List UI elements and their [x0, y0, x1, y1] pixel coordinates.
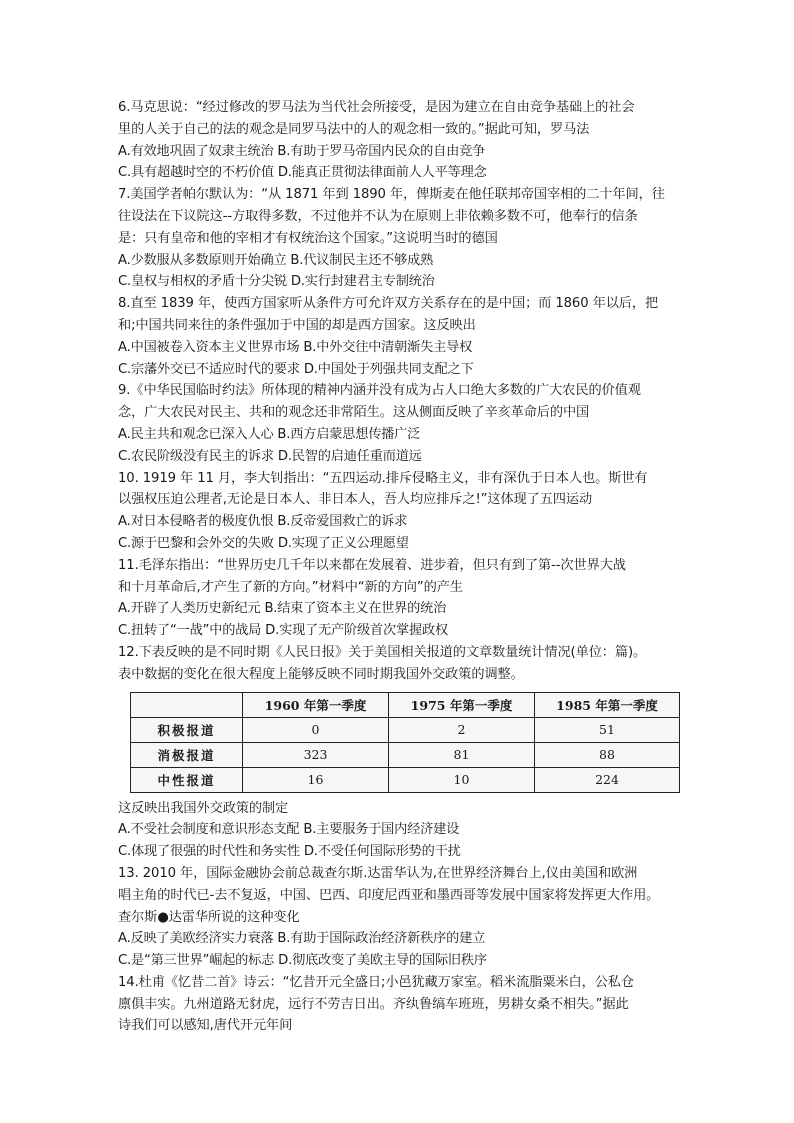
table-cell: 51 — [535, 717, 680, 742]
table-row-label: 消极报道 — [131, 742, 243, 767]
question-9-options-cd: C.农民阶级没有民主的诉求 D.民智的启迪任重而道远 — [118, 448, 422, 464]
table-cell: 0 — [243, 717, 389, 742]
question-6-stem-line: 里的人关于自己的法的观念是同罗马法中的人的观念相一致的。”据此可知，罗马法 — [118, 121, 590, 137]
question-8-options-cd: C.宗藩外交已不适应时代的要求 D.中国处于列强共同支配之下 — [118, 361, 474, 377]
report-statistics-table — [130, 692, 680, 793]
question-6-options-ab: A.有效地巩固了奴隶主统治 B.有助于罗马帝国内民众的自由竞争 — [118, 143, 486, 159]
question-14-stem-line: 廪俱丰实。九州道路无豺虎，远行不劳吉日出。齐纨鲁缟车班班，男耕女桑不相失。”据此 — [118, 996, 629, 1012]
question-13-options-cd: C.是“第三世界”崛起的标志 D.彻底改变了美欧主导的国际旧秩序 — [118, 953, 487, 969]
question-11 — [118, 555, 678, 642]
question-6 — [118, 97, 678, 184]
table-cell: 10 — [389, 767, 535, 792]
question-14 — [118, 972, 678, 1037]
table-header-cell: 1960 年第一季度 — [243, 692, 389, 717]
table-row — [131, 742, 680, 767]
table-cell: 2 — [389, 717, 535, 742]
question-12-stem-line: 12.下表反映的是不同时期《人民日报》关于美国相关报道的文章数量统计情况(单位：篇)。 — [118, 644, 647, 660]
question-12-options-cd: C.体现了很强的时代性和务实性 D.不受任何国际形势的干扰 — [118, 844, 461, 860]
question-12 — [118, 642, 678, 863]
question-12-stem-line: 表中数据的变化在很大程度上能够反映不同时期我国外交政策的调整。 — [118, 666, 524, 682]
question-7-stem-line: 7.美国学者帕尔默认为：“从 1871 年到 1890 年，俾斯麦在他任联邦帝国宰相的二十年间，往 — [118, 187, 665, 203]
table-header-cell: 1985 年第一季度 — [535, 692, 680, 717]
table-cell: 224 — [535, 767, 680, 792]
question-8 — [118, 293, 678, 380]
question-13-stem-line: 查尔斯●达雷华所说的这种变化 — [118, 909, 300, 925]
question-10 — [118, 468, 678, 555]
question-6-options-cd: C.具有超越时空的不朽价值 D.能真正贯彻法律面前人人平等理念 — [118, 165, 487, 181]
question-8-options-ab: A.中国被卷入资本主义世界市场 B.中外交往中清朝渐失主导权 — [118, 339, 473, 355]
table-row — [131, 717, 680, 742]
question-13-stem-line: 13. 2010 年，国际金融协会前总裁查尔斯.达雷华认为,在世界经济舞台上,仪由美国和欧洲 — [118, 865, 638, 881]
question-11-stem-line: 和十月革命后,才产生了新的方向。”材料中“新的方向”的产生 — [118, 579, 463, 595]
question-11-options-cd: C.扭转了“一战”中的战局 D.实现了无产阶级首次掌握政权 — [118, 623, 448, 639]
question-7 — [118, 184, 678, 293]
question-10-stem-line: 以强权压迫公理者,无论是日本人、非日本人，吾人均应排斥之!”这体现了五四运动 — [118, 492, 593, 508]
question-9-stem-line: 9.《中华民国临时约法》所体现的精神内涵并没有成为占人口绝大多数的广大农民的价值观 — [118, 383, 641, 399]
question-12-options-ab: A.不受社会制度和意识形态支配 B.主要服务于国内经济建设 — [118, 822, 460, 838]
question-8-stem-line: 和;中国共同来往的条件强加于中国的却是西方国家。这反映出 — [118, 317, 476, 333]
question-10-stem-line: 10. 1919 年 11 月，李大钊指出：“五四运动.排斥侵略主义，非有深仇于日本人也。斯世有 — [118, 470, 648, 486]
question-6-stem-line: 6.马克思说：“经过修改的罗马法为当代社会所接受，是因为建立在自由竞争基础上的社会 — [118, 100, 635, 115]
table-header-cell: 1975 年第一季度 — [389, 692, 535, 717]
question-7-options-cd: C.皇权与相权的矛盾十分尖锐 D.实行封建君主专制统治 — [118, 274, 435, 290]
table-cell: 88 — [535, 742, 680, 767]
question-11-options-ab: A.开辟了人类历史新纪元 B.结束了资本主义在世界的统治 — [118, 601, 447, 617]
question-list — [118, 97, 678, 1037]
table-cell: 323 — [243, 742, 389, 767]
question-14-stem-line: 诗我们可以感知,唐代开元年间 — [118, 1018, 293, 1034]
table-cell: 81 — [389, 742, 535, 767]
question-10-options-cd: C.源于巴黎和会外交的失败 D.实现了正义公理愿望 — [118, 535, 409, 551]
question-7-options-ab: A.少数服从多数原则开始确立 B.代议制民主还不够成熟 — [118, 252, 434, 268]
table-header-cell — [131, 692, 243, 717]
question-7-stem-line: 是：只有皇帝和他的宰相才有权统治这个国家。”这说明当时的德国 — [118, 230, 498, 246]
table-row-label: 中性报道 — [131, 767, 243, 792]
question-9 — [118, 380, 678, 467]
table-row-label: 积极报道 — [131, 717, 243, 742]
table-header-row — [131, 692, 680, 717]
question-9-stem-line: 念，广大农民对民主、共和的观念还非常陌生。这从侧面反映了辛亥革命后的中国 — [118, 405, 590, 421]
question-12-prompt: 这反映出我国外交政策的制定 — [118, 800, 289, 816]
question-13-options-ab: A.反映了美欧经济实力衰落 B.有助于国际政治经济新秩序的建立 — [118, 931, 486, 947]
question-8-stem-line: 8.直至 1839 年，使西方国家听从条件方可允许双方关系存在的是中国；而 1860 年以后，把 — [118, 296, 659, 312]
question-13-stem-line: 唱主角的时代已-去不复返，中国、巴西、印度尼西亚和墨西哥等发展中国家将发挥更大作用。 — [118, 887, 660, 903]
question-13 — [118, 863, 678, 972]
question-9-options-ab: A.民主共和观念已深入人心 B.西方启蒙思想传播广泛 — [118, 426, 421, 442]
question-11-stem-line: 11.毛泽东指出：“世界历史几千年以来都在发展着、进步着，但只有到了第--次世界大战 — [118, 557, 626, 573]
table-row — [131, 767, 680, 792]
table-cell: 16 — [243, 767, 389, 792]
question-10-options-ab: A.对日本侵略者的极度仇恨 B.反帝爱国救亡的诉求 — [118, 514, 408, 530]
question-14-stem-line: 14.杜甫《忆昔二首》诗云：“忆昔开元全盛日;小邑犹藏万家室。稻米流脂粟米白，公私仓 — [118, 974, 634, 990]
question-7-stem-line: 往设法在下议院这--方取得多数，不过他并不认为在原则上非依赖多数不可，他奉行的信条 — [118, 208, 638, 224]
